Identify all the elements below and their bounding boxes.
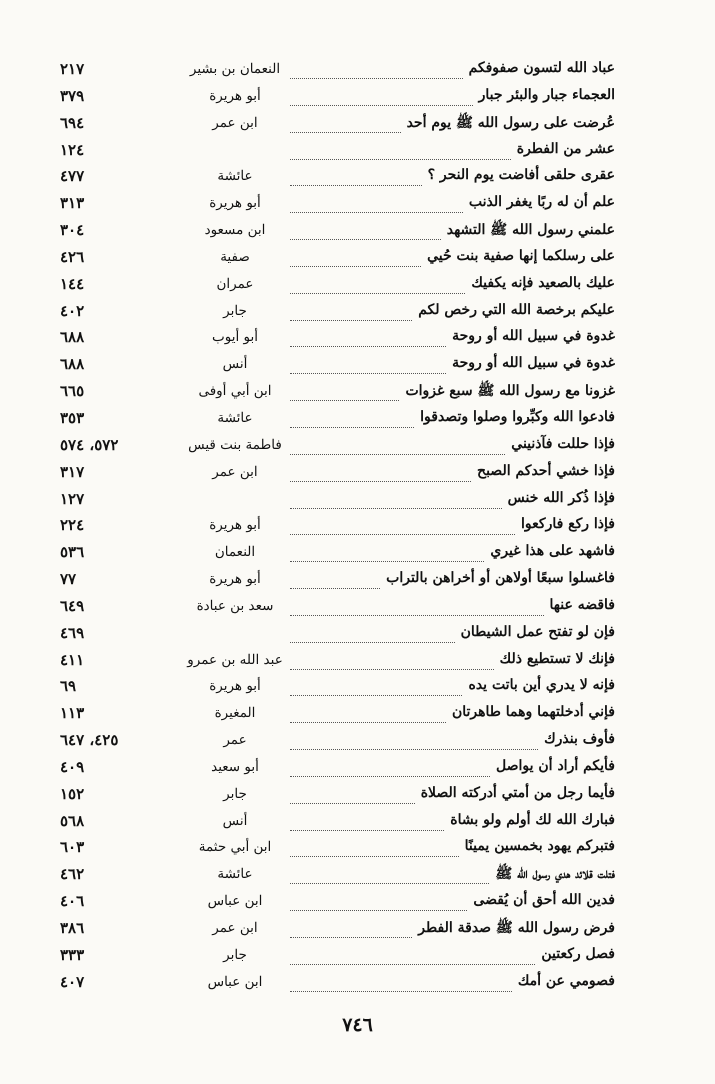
dot-leader bbox=[290, 194, 463, 213]
index-row bbox=[0, 219, 715, 246]
narrator-name: فاطمة بنت قيس bbox=[188, 436, 282, 453]
hadith-index-list bbox=[0, 58, 715, 998]
narrator-name: أبو هريرة bbox=[209, 678, 261, 695]
page-reference: ٣٧٩ bbox=[60, 86, 85, 105]
page-reference: ٦٨٨ bbox=[60, 355, 85, 374]
hadith-text: فأوف بنذرك bbox=[544, 731, 615, 748]
page-reference: ٤٢٦ bbox=[60, 247, 85, 266]
page-reference: ٤٠٦ bbox=[60, 892, 85, 911]
index-row bbox=[0, 649, 715, 676]
narrator-name: النعمان بن بشير bbox=[189, 61, 281, 77]
index-row bbox=[0, 488, 715, 515]
index-row bbox=[0, 192, 715, 219]
dot-leader bbox=[290, 60, 463, 79]
page-reference: ١٥٢ bbox=[60, 784, 85, 803]
dot-leader bbox=[290, 597, 544, 616]
hadith-text: عقرى حلقى أفاضت يوم النحر ؟ bbox=[427, 167, 615, 184]
narrator-name: عائشة bbox=[217, 866, 253, 883]
index-row bbox=[0, 85, 715, 112]
narrator-name: ابن عمر bbox=[212, 114, 258, 131]
index-row bbox=[0, 783, 715, 810]
page-reference: ١٢٧ bbox=[60, 489, 85, 508]
dot-leader bbox=[290, 758, 490, 777]
narrator-name: سعد بن عبادة bbox=[196, 597, 274, 614]
hadith-text: غزونا مع رسول الله ﷺ سبع غزوات bbox=[405, 383, 615, 400]
index-row bbox=[0, 836, 715, 863]
index-row bbox=[0, 595, 715, 622]
hadith-text: علمني رسول الله ﷺ التشهد bbox=[446, 222, 615, 239]
index-row bbox=[0, 971, 715, 998]
index-row bbox=[0, 756, 715, 783]
hadith-text: فتلت قلائد هدي رسول الله ﷺ bbox=[495, 866, 615, 883]
hadith-text: عُرضت على رسول الله ﷺ يوم أحد bbox=[406, 114, 615, 131]
index-row bbox=[0, 434, 715, 461]
hadith-text: فاغسلوا سبعًا أولاهن أو أخراهن بالتراب bbox=[386, 570, 615, 587]
page-reference: ٤١١ bbox=[60, 650, 85, 669]
index-row bbox=[0, 810, 715, 837]
narrator-name: عمران bbox=[216, 275, 254, 292]
page-reference: ٤٧٧ bbox=[60, 167, 85, 186]
narrator-name: أبو أيوب bbox=[212, 329, 258, 346]
hadith-text: عليك بالصعيد فإنه يكفيك bbox=[471, 274, 615, 291]
dot-leader bbox=[290, 409, 414, 428]
hadith-text: فإنك لا تستطيع ذلك bbox=[499, 650, 615, 667]
index-row bbox=[0, 353, 715, 380]
page-reference: ٣٥٣ bbox=[60, 408, 85, 427]
hadith-text: فإن لو تفتح عمل الشيطان bbox=[460, 623, 615, 640]
hadith-text: فرض رسول الله ﷺ صدقة الفطر bbox=[418, 920, 615, 936]
dot-leader bbox=[290, 892, 467, 911]
narrator-name: ابن أبي حثمة bbox=[198, 839, 272, 856]
page-reference: ٤٦٩ bbox=[60, 623, 85, 642]
page-reference: ٣٣٣ bbox=[60, 945, 85, 964]
narrator-name: أبو سعيد bbox=[211, 758, 259, 775]
page-reference: ٤٠٧ bbox=[60, 972, 85, 991]
index-row bbox=[0, 675, 715, 702]
page-reference: ٤٠٢ bbox=[60, 301, 85, 320]
hadith-text: فدين الله أحق أن يُقضى bbox=[473, 892, 615, 909]
page-reference: ٢١٧ bbox=[60, 60, 85, 78]
dot-leader bbox=[290, 275, 465, 294]
hadith-text: فاشهد على هذا غيري bbox=[490, 543, 615, 560]
narrator-name: جابر bbox=[223, 785, 247, 802]
page-reference: ٥٦٨ bbox=[60, 811, 85, 830]
narrator-name: أنس bbox=[222, 812, 248, 829]
index-row bbox=[0, 273, 715, 300]
narrator-name: صفية bbox=[220, 248, 250, 265]
hadith-text: عباد الله لتسون صفوفكم bbox=[468, 60, 615, 76]
index-row bbox=[0, 729, 715, 756]
page-reference: ٢٢٤ bbox=[60, 516, 85, 535]
narrator-name: المغيرة bbox=[214, 705, 256, 722]
dot-leader bbox=[290, 704, 446, 723]
page-reference: ٦٨٨ bbox=[60, 328, 85, 347]
dot-leader bbox=[290, 302, 412, 321]
index-row bbox=[0, 568, 715, 595]
index-row bbox=[0, 407, 715, 434]
page-number: ٧٤٦ bbox=[342, 1014, 373, 1036]
dot-leader bbox=[290, 463, 471, 482]
dot-leader bbox=[290, 838, 459, 857]
hadith-text: فأيكم أراد أن يواصل bbox=[496, 757, 615, 774]
index-row bbox=[0, 890, 715, 917]
hadith-text: فادعوا الله وكبِّروا وصلوا وتصدقوا bbox=[420, 408, 615, 425]
narrator-name: أبو هريرة bbox=[209, 195, 261, 212]
dot-leader bbox=[290, 865, 489, 884]
index-row bbox=[0, 326, 715, 353]
narrator-name: ابن عمر bbox=[212, 463, 258, 480]
index-row bbox=[0, 917, 715, 944]
page-reference: ٤٦٢ bbox=[60, 865, 85, 884]
hadith-text: فإذا ركع فاركعوا bbox=[521, 516, 615, 533]
hadith-text: فبارك الله لك أولم ولو بشاة bbox=[450, 811, 615, 828]
narrator-name: ابن مسعود bbox=[204, 222, 266, 239]
index-row bbox=[0, 139, 715, 166]
page-reference: ٣١٧ bbox=[60, 462, 85, 481]
hadith-text: فأيما رجل من أمتي أدركته الصلاة bbox=[420, 784, 615, 801]
dot-leader bbox=[290, 355, 446, 374]
dot-leader bbox=[290, 946, 535, 965]
page-reference: ١١٣ bbox=[60, 704, 85, 723]
index-row bbox=[0, 944, 715, 971]
index-row bbox=[0, 112, 715, 139]
dot-leader bbox=[290, 651, 494, 670]
index-row bbox=[0, 863, 715, 890]
index-row bbox=[0, 58, 715, 85]
page-reference: ٦٠٣ bbox=[60, 838, 85, 857]
narrator-name: النعمان bbox=[214, 544, 256, 561]
hadith-text: غدوة في سبيل الله أو روحة bbox=[452, 328, 615, 345]
narrator-name: أبو هريرة bbox=[209, 87, 261, 104]
dot-leader bbox=[290, 919, 412, 938]
dot-leader bbox=[290, 490, 502, 509]
page-reference: ٦٦٥ bbox=[60, 382, 85, 401]
narrator-name: ابن عمر bbox=[212, 920, 258, 936]
dot-leader bbox=[290, 141, 511, 160]
narrator-name: جابر bbox=[223, 946, 247, 963]
dot-leader bbox=[290, 973, 512, 992]
hadith-text: فإنه لا يدري أين باتت يده bbox=[468, 677, 615, 694]
dot-leader bbox=[290, 382, 399, 401]
page-reference: ٤٢٥، ٦٤٧ bbox=[60, 731, 119, 750]
page-reference: ٥٣٦ bbox=[60, 543, 85, 562]
narrator-name: عمر bbox=[223, 732, 247, 749]
page-reference: ٧٧ bbox=[60, 570, 77, 589]
narrator-name: عائشة bbox=[217, 168, 253, 185]
hadith-text: علم أن له ربًا يغفر الذنب bbox=[468, 194, 615, 211]
index-row bbox=[0, 246, 715, 273]
dot-leader bbox=[290, 87, 473, 106]
hadith-text: على رسلكما إنها صفية بنت حُيي bbox=[427, 247, 615, 264]
hadith-text: فصومي عن أمك bbox=[517, 972, 615, 989]
hadith-text: العجماء جبار والبئر جبار bbox=[478, 86, 615, 103]
dot-leader bbox=[290, 731, 538, 750]
narrator-name: عائشة bbox=[217, 409, 253, 426]
hadith-text: عليكم برخصة الله التي رخص لكم bbox=[418, 301, 615, 318]
hadith-text: فإذا خشي أحدكم الصبح bbox=[477, 462, 615, 479]
index-row bbox=[0, 622, 715, 649]
page-reference: ٣٠٤ bbox=[60, 221, 85, 240]
dot-leader bbox=[290, 543, 484, 562]
page-reference: ١٢٤ bbox=[60, 140, 85, 159]
hadith-text: فإذا ذُكر الله خنس bbox=[507, 489, 615, 506]
index-row bbox=[0, 702, 715, 729]
hadith-text: عشر من الفطرة bbox=[516, 140, 615, 157]
dot-leader bbox=[290, 812, 444, 831]
index-row bbox=[0, 165, 715, 192]
index-row bbox=[0, 541, 715, 568]
page-reference: ٦٤٩ bbox=[60, 596, 85, 615]
narrator-name: أبو هريرة bbox=[209, 571, 261, 588]
hadith-text: فاقضه عنها bbox=[549, 596, 615, 613]
hadith-text: فإذا حللت فآذنيني bbox=[511, 435, 615, 452]
dot-leader bbox=[290, 221, 441, 240]
page-reference: ٦٩ bbox=[60, 677, 77, 696]
dot-leader bbox=[290, 436, 505, 455]
hadith-text: فصل ركعتين bbox=[541, 945, 615, 962]
narrator-name: أبو هريرة bbox=[209, 517, 261, 534]
narrator-name: ابن عباس bbox=[207, 893, 263, 910]
index-row bbox=[0, 380, 715, 407]
page-reference: ١٤٤ bbox=[60, 274, 85, 293]
hadith-text: فتبركم يهود بخمسين يمينًا bbox=[464, 838, 615, 855]
page-reference: ٣١٣ bbox=[60, 194, 85, 213]
narrator-name: أنس bbox=[222, 356, 248, 373]
narrator-name: عبد الله بن عمرو bbox=[187, 651, 283, 668]
dot-leader bbox=[290, 167, 422, 186]
page-reference: ٣٨٦ bbox=[60, 919, 85, 937]
narrator-name: ابن أبي أوفى bbox=[198, 383, 272, 400]
page-reference: ٥٧٢، ٥٧٤ bbox=[60, 435, 119, 454]
index-row bbox=[0, 514, 715, 541]
dot-leader bbox=[290, 328, 446, 347]
dot-leader bbox=[290, 785, 415, 804]
narrator-name: جابر bbox=[223, 302, 247, 319]
page-reference: ٤٠٩ bbox=[60, 757, 85, 776]
index-row bbox=[0, 461, 715, 488]
dot-leader bbox=[290, 677, 462, 696]
narrator-name: ابن عباس bbox=[207, 973, 263, 990]
dot-leader bbox=[290, 624, 455, 643]
dot-leader bbox=[290, 248, 421, 267]
index-row bbox=[0, 300, 715, 327]
dot-leader bbox=[290, 516, 515, 535]
hadith-text: فإني أدخلتهما وهما طاهرتان bbox=[451, 704, 615, 721]
hadith-text: غدوة في سبيل الله أو روحة bbox=[452, 355, 615, 372]
page-reference: ٦٩٤ bbox=[60, 113, 85, 132]
dot-leader bbox=[290, 114, 401, 133]
